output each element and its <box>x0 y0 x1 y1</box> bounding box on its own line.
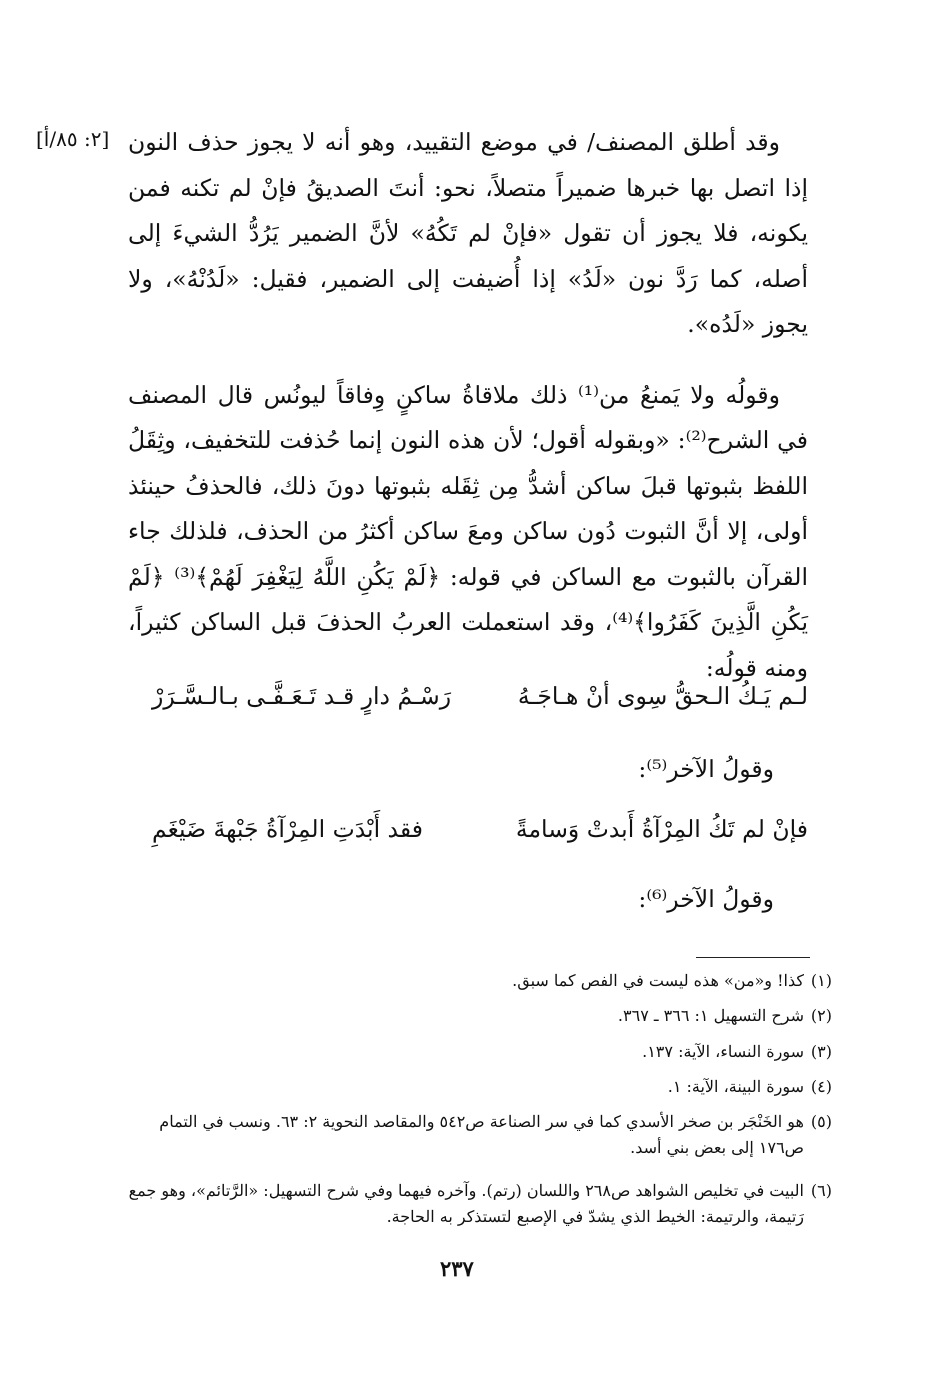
footnote-text: هو الخَنْجَر بن صخر الأسدي كما في سر الصناعة ص٥٤٢ والمقاصد النحوية ٢: ٦٣. ونسب في التمام ص١٧٦ إلى بعض بني أسد. <box>159 1112 804 1157</box>
footnote-number: (١) <box>810 971 832 990</box>
quote-intro-5: وقولُ الآخر⁽⁵⁾: <box>638 755 774 783</box>
verse-1-second-hemistich: رَسْـمُ دارٍ قـد تَـعَـفَّـى بـالـسَّـرَرْ <box>152 682 452 710</box>
main-text <box>128 120 808 691</box>
footnote-6 <box>124 1178 832 1230</box>
footnote-1 <box>124 968 832 994</box>
footnote-number: (٢) <box>810 1006 832 1025</box>
footnote-text: البيت في تخليص الشواهد ص٢٦٨ واللسان (رتم). وآخره فيهما وفي شرح التسهيل: «الرَّتائم»، وهو جمع رَتيمة، والرتيمة: الخيط الذي يشدّ في الإصبع لتستذكر به الحاجة. <box>128 1181 804 1226</box>
paragraph-2 <box>128 373 808 692</box>
manuscript-folio-ref: [٢: ٨٥/أ] <box>36 127 110 151</box>
paragraph-1-text: وقد أطلق المصنف/ في موضع التقييد، وهو أنه لا يجوز حذف النون إذا اتصل بها خبرها ضميراً متصلاً، نحو: أنتَ الصديقُ فإنْ لم تكنه فمن يكونه، فلا يجوز أن تقول «فإنْ لم تَكُهُ» لأنَّ الضمير يَرُدُّ الشيءَ إلى أصله، كما رَدَّ نون «لَدُ» إذا أُضيفت إلى الضمير، فقيل: «لَدُنْهُ»، ولا يجوز «لَدُه». <box>128 128 808 338</box>
verse-1-first-hemistich: لـم يَـكُ الـحقُّ سِوى أنْ هـاجَـهُ <box>517 682 808 710</box>
footnote-number: (٦) <box>810 1181 832 1200</box>
footnote-3 <box>124 1039 832 1065</box>
verse-2-first-hemistich: فإنْ لم تَكُ المِرْآةُ أَبدتْ وَسامةً <box>515 815 808 843</box>
footnote-text: سورة النساء، الآية: ١٣٧. <box>642 1042 804 1061</box>
page-number: ٢٣٧ <box>440 1256 474 1281</box>
footnote-separator <box>696 957 810 958</box>
footnote-text: كذا! و«من» هذه ليست في الفص كما سبق. <box>512 971 804 990</box>
footnote-text: شرح التسهيل ١: ٣٦٦ ـ ٣٦٧. <box>617 1006 804 1025</box>
footnote-2 <box>124 1003 832 1029</box>
footnote-4 <box>124 1074 832 1100</box>
footnote-number: (٣) <box>810 1042 832 1061</box>
paragraph-1 <box>128 120 808 348</box>
quote-intro-6: وقولُ الآخر⁽⁶⁾: <box>638 885 774 913</box>
verse-2-second-hemistich: فقد أَبْدَتِ المِرْآةُ جَبْهةَ ضَيْغَمِ <box>152 815 424 843</box>
footnote-number: (٥) <box>810 1112 832 1131</box>
footnote-text: سورة البينة، الآية: ١. <box>667 1077 804 1096</box>
footnote-5 <box>124 1109 832 1161</box>
footnote-number: (٤) <box>810 1077 832 1096</box>
paragraph-2-text: وقولُه ولا يَمنعُ من⁽¹⁾ ذلك ملاقاةُ ساكنٍ وِفاقاً ليونُس قال المصنف في الشرح⁽²⁾: «وبقوله أقول؛ لأن هذه النون إنما حُذفت للتخفيف، وثِقَلُ اللفظ بثبوتها قبلَ ساكن أشدُّ مِن ثِقَله بثبوتها دونَ ذلك، فالحذفُ حينئذ أولى، إلا أنَّ الثبوت دُون ساكن ومعَ ساكن أكثرُ من الحذف، فلذلك جاء القرآن بالثبوت مع الساكن في قوله: ﴿لَمْ يَكُنِ اللَّهُ لِيَغْفِرَ لَهُمْ﴾⁽³⁾ ﴿لَمْ يَكُنِ الَّذِينَ كَفَرُوا﴾⁽⁴⁾، وقد استعملت العربُ الحذفَ قبل الساكن كثيراً، ومنه قولُه: <box>128 380 808 682</box>
